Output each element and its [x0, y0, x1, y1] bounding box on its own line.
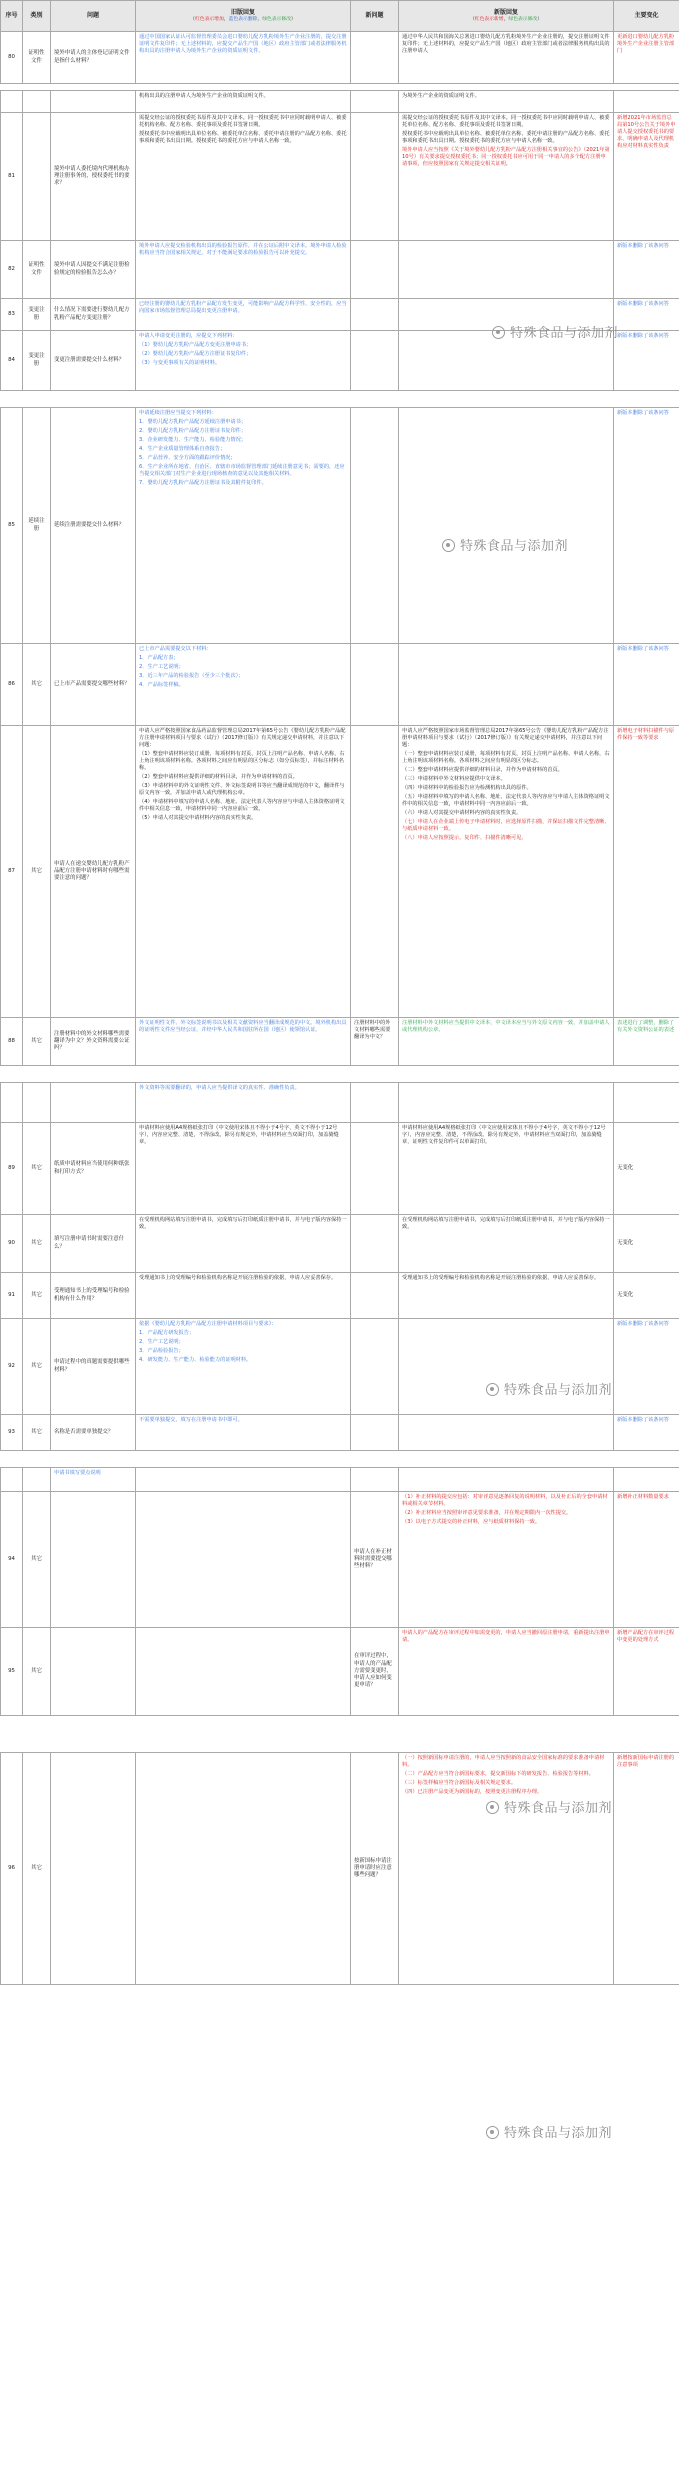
header-category: 类别 [23, 1, 51, 32]
header-old-reply: 旧版回复 （红色表示增加，蓝色表示删除，绿色表示修改） [136, 1, 351, 32]
comparison-table [0, 407, 679, 1066]
comparison-table [0, 1752, 679, 1985]
table-row: 89 其它 纸质申请材料应当使用何种纸张和打印方式？ 申请材料应使用A4规格纸张打印（中文使用宋体且不得小于4号字，英文不得小于12号字），内容应完整、清楚，不得涂改。除另有规定外，申请材料应当双面打印，加盖骑缝章。 申请材料应使用A4规格纸张打印（中文应使用宋体且不得小于4号字，英文不得小于12号字），内容应完整、清楚，不得涂改。除另有规定外，申请材料应当双面打印，加盖骑缝章，证明性文件复印件可以单面打印。 无变化 [1, 1123, 679, 1215]
watermark: 特殊食品与添加剂 [486, 2125, 612, 2143]
table-row: 91 其它 受理通知书上的受理编号和检验机构有什么作用？ 受理通知书上的受理编号和检验机构名称是开展注册检验的依据，申请人应妥善保存。 受理通知书上的受理编号和检验机构名称是开展注册检验的依据，申请人应妥善保存。 无变化 [1, 1273, 679, 1319]
table-row: 申请书填写要点说明 [1, 1468, 679, 1492]
table-row: 82 证明性文件 境外申请人因提交不满足注册检验规定的检验报告怎么办？ 境外申请人应提交检验机构出具的检验报告原件，并在公证后附中文译本。境外申请人检验机构应当符合国家相关规定，对于不能满足要求的检验报告可以补充提交。 新版本删除了该条问答 [1, 241, 679, 299]
table-header [1, 1, 679, 32]
header-new-question: 新问题 [351, 1, 399, 32]
table-row: 92 其它 申请过程中的真题需要提供哪些材料？ 依据《婴幼儿配方乳粉产品配方注册申请材料项目与要求》： 1．产品配方研发报告； 2．生产工艺说明； 3．产品检验报告； 4．研发能力、生产能力、检验能力的证明材料。 新版本删除了该条问答 [1, 1319, 679, 1415]
table-row: 83 变更注册 什么情况下需要进行婴幼儿配方乳粉产品配方变更注册？ 已经注册的婴幼儿配方乳粉产品配方发生变更，可能影响产品配方科学性、安全性的，应当向国家市场监督管理总局提出变更注册申请。 新版本删除了该条问答 [1, 299, 679, 331]
table-row: 95 其它 在审评过程中，申请人的产品配方需要变更时，申请人应如何变更申请？ 申请人的产品配方在审评过程中如需变更的，申请人应当撤回原注册申请，重新提出注册申请。 新增产品配方在审评过程中变更的处理方式 [1, 1628, 679, 1716]
table-row: 80 证明性文件 境外申请人的主体登记证明文件是指什么材料？ 通过中国国家认证认可监督管理委员会进口婴幼儿配方乳粉境外生产企业注册的，提交注册证明文件复印件；无上述材料的，应提交产品生产国（地区）政府主管部门或者法律服务机构出具的注册申请人为境外生产企业的资质证明文件。 通过中华人民共和国海关总署进口婴幼儿配方乳粉境外生产企业注册的，提交注册证明文件复印件；无上述材料的，应提交产品生产国（地区）政府主管部门或者法律服务机构出具的注册申请人 更新进口婴幼儿配方乳粉境外生产企业注册主管部门 [1, 32, 679, 84]
wechat-logo-icon [486, 2126, 499, 2139]
table-row: 84 变更注册 变更注册需要提交什么材料？ 申请人申请变更注册的，应提交下列材料： （1）婴幼儿配方乳粉产品配方变更注册申请书； （2）婴幼儿配方乳粉产品配方注册证书复印件； （3）与变更事项有关的证明材料。 新版本删除了该条问答 [1, 331, 679, 391]
table-row: 96 其它 按新国标申请注册申请时应注意哪些问题？ （一）按照新国标申请注册的，申请人应当按照新的食品安全国家标准的要求准备申请材料。 （二）产品配方应当符合新国标要求，提交新国标下的研发报告、检验报告等材料。 （三）标签样稿应当符合新国标及相关规定要求。 （四）已注册产品变更为新国标的，按照变更注册程序办理。 新增按新国标申请注册的注意事项 [1, 1753, 679, 1985]
table-row: 86 其它 已上市产品需要提交哪些材料？ 已上市产品需要提交以下材料： 1．产品配方表； 2．生产工艺说明； 3．近三年产品的检验报告（至少三个批次）； 4．产品标签样稿。 新版本删除了该条问答 [1, 644, 679, 726]
table-row: 94 其它 申请人在补正材料时需要提交哪些材料？ （1）补正材料的提交应包括：对审评意见逐条回复的说明材料，以及补正后的全套申请材料或相关章节材料。 （2）补正材料应当按照审评意见要求准备，并在规定期限内一次性提交。 （3）以电子方式提交的补正材料，应与纸质材料保持一致。 新增补正材料数量要求 [1, 1492, 679, 1628]
watermark: 特殊食品与添加剂 [442, 538, 568, 556]
table-row: 93 其它 名称是否需要单独提交？ 不需要单独提交，填写在注册申请书中即可。 新版本删除了该条问答 [1, 1415, 679, 1451]
watermark: 特殊食品与添加剂 [486, 1382, 612, 1400]
watermark: 特殊食品与添加剂 [492, 325, 618, 343]
header-new-reply: 新版回复 （红色表示新增，绿色表示修改） [399, 1, 614, 32]
table-row: 机构出具的注册申请人为境外生产企业的资质证明文件。 为境外生产企业的资质证明文件。 [1, 91, 679, 113]
table-row: 88 其它 注册材料中的外文材料哪些需要翻译为中文？外文资料需要公证吗？ 外文证明性文件、外文标签说明书以及相关文献资料应当翻译成规范的中文。境外机构出具的证明性文件应当经公证，并经中华人民共和国驻所在国（地区）使领馆认证。 注册材料中的外文材料哪些需要翻译为中文？ 注册材料中外文材料应当提供中文译本，中文译本应当与外文原文内容一致，并加盖申请人或代理机构公章。 表述进行了调整，删除了有关外文资料公证的表述 [1, 1018, 679, 1066]
header-question: 问题 [51, 1, 136, 32]
table-row: 85 延续注册 延续注册需要提交什么材料？ 申请延续注册应当提交下列材料： 1．婴幼儿配方乳粉产品配方延续注册申请书； 2．婴幼儿配方乳粉产品配方注册证书复印件； 3．企业研发能力、生产能力、检验能力情况； 4．生产企业质量管理体系自查报告； 5．产品营养、安全方面的跟踪评价情况； 6．生产企业所在地省、自治区、直辖市市场监督管理部门延续注册意见书；需要的，还应当提交相关部门对生产企业进行现场核查的意见以及其他相关材料。 7．婴幼儿配方乳粉产品配方注册证书及其附件复印件。 新版本删除了该条问答 [1, 408, 679, 644]
table-row: 81 境外申请人委托境内代理机构办理注册事务的，授权委托书的要求？ 需提交经公证的授权委托书原件及其中文译本。同一授权委托书中应同时载明申请人、被委托机构名称、配方名称、委托事项及委托书签署日期。 授权委托书中应载明出具单位名称、被委托单位名称、委托申请注册的产品配方名称、委托事项和委托书出具日期。授权委托书的委托方应与申请人名称一致。 需提交经公证的授权委托书原件及其中文译本。同一授权委托书中应同时载明申请人、被委托单位名称、配方名称、委托事项及委托书签署日期。 授权委托书中应载明出具单位名称、被委托单位名称、委托申请注册的产品配方名称、委托事项和委托书出具日期。授权委托书的委托方应与申请人名称一致。 境外申请人应当按照《关于境外婴幼儿配方乳粉产品配方注册相关事宜的公告》（2021年第10号）有关要求提交授权委托书；同一授权委托书应可用于同一申请人的多个配方注册申请事项，但应按照国家有关规定提交相关证明。 新增2021年市场监管总局第10号公告关于境外申请人提交授权委托书的要求，明确申请人及代理机构应对材料真实性负责 [1, 113, 679, 241]
wechat-logo-icon [492, 326, 505, 339]
comparison-table [0, 1467, 679, 1716]
table-row: 90 其它 填写注册申请书时需要注意什么？ 在受理机构网站填写注册申请书，完成填写后打印纸质注册申请书，并与电子版内容保持一致。 在受理机构网站填写注册申请书，完成填写后打印纸质注册申请书，并与电子版内容保持一致。 无变化 [1, 1215, 679, 1273]
wechat-logo-icon [486, 1383, 499, 1396]
table-row: 87 其它 申请人在递交婴幼儿配方乳粉产品配方注册申请材料时有哪些需要注意的问题？ 申请人应严格按照国家食品药品监督管理总局2017年第65号公告《婴幼儿配方乳粉产品配方注册申请材料项目与要求（试行）（2017修订版）》有关规定递交申请材料，并注意以下问题： （1）整套申请材料应装订成册，每项材料有封页，封页上注明产品名称、申请人名称，右上角注明该项材料名称。各项材料之间应有明显的区分标志（如分页标签），并标注材料名称。 （2）整套申请材料应提供详细的材料目录，并作为申请材料的首页。 （3）申请材料中的外文证明性文件、外文标签说明书等应当翻译成规范的中文，翻译件与原文内容一致，并加盖申请人或代理机构公章。 （4）申请材料中填写的申请人名称、地址、法定代表人等内容应与申请人主体资格证明文件中相关信息一致，申请材料中同一内容应前后一致。 （5）申请人对其提交申请材料内容的真实性负责。 申请人应严格按照国家市场监督管理总局2017年第65号公告《婴幼儿配方乳粉产品配方注册申请材料项目与要求（试行）（2017修订版）》有关规定递交申请材料，并注意以下问题： （一）整套申请材料应装订成册，每项材料有封页，封页上注明产品名称、申请人名称，右上角注明该项材料名称。各项材料之间应有明显的区分标志。 （二）整套申请材料应提供详细的材料目录，并作为申请材料的首页。 （三）申请材料中外文材料应提供中文译本。 （四）申请材料中的检验报告应为检测机构出具的原件。 （五）申请材料中填写的申请人名称、地址、法定代表人等内容应与申请人主体资格证明文件中的相关信息一致，申请材料中同一内容应前后一致。 （六）申请人对其提交申请材料内容的真实性负责。 （七）申请人在企业端上传电子申请材料时，应选择原件扫描，并保证扫描文件完整清晰、与纸质申请材料一致。 （八）申请人应按照提示，复印件、扫描件清晰可见。 新增电子材料扫描件与原件保持一致等要求 [1, 726, 679, 1018]
table-row: 外文资料等需要翻译的，申请人应当提供译文的真实性、准确性负责。 [1, 1083, 679, 1123]
wechat-logo-icon [486, 1801, 499, 1814]
wechat-logo-icon [442, 539, 455, 552]
watermark: 特殊食品与添加剂 [486, 1800, 612, 1818]
header-main-change: 主要变化 [614, 1, 679, 32]
header-seq: 序号 [1, 1, 23, 32]
